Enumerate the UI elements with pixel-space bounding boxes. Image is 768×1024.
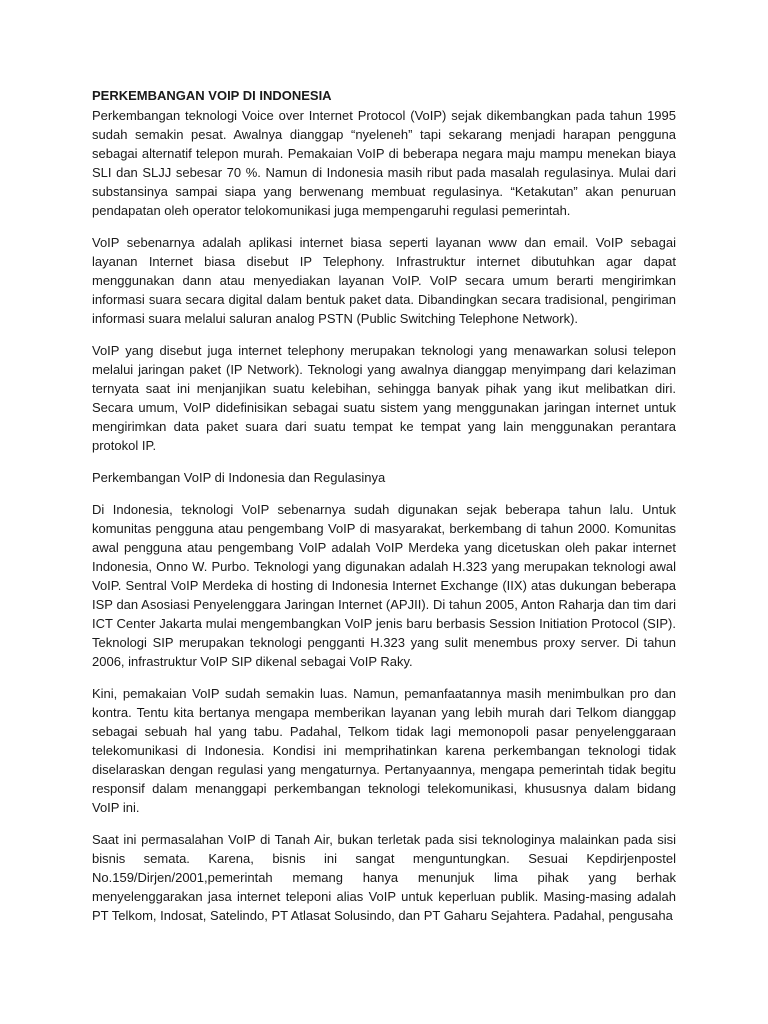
document-title: PERKEMBANGAN VOIP DI INDONESIA — [92, 88, 332, 103]
paragraph-2: VoIP sebenarnya adalah aplikasi internet biasa seperti layanan www dan email. VoIP sebagai layanan Internet biasa disebut IP Telephony. Infrastruktur internet dibutuhkan agar dapat menggunakan dann atau menyediakan layanan VoIP. VoIP secara umum berarti mengirimkan informasi suara secara digital dalam bentuk paket data. Dibandingkan secara tradisional, pengiriman informasi suara melalui saluran analog PSTN (Public Switching Telephone Network). — [92, 235, 676, 326]
paragraph-4: Di Indonesia, teknologi VoIP sebenarnya sudah digunakan sejak beberapa tahun lalu. Untuk komunitas pengguna atau pengembang VoIP di masyarakat, berkembang di tahun 2000. Komunitas awal pengguna atau pengembang VoIP adalah VoIP Merdeka yang dicetuskan oleh pakar internet Indonesia, Onno W. Purbo. Teknologi yang digunakan adalah H.323 yang merupakan teknologi awal VoIP. Sentral VoIP Merdeka di hosting di Indonesia Internet Exchange (IIX) atas dukungan beberapa ISP dan Asosiasi Penyelenggara Jaringan Internet (APJII). Di tahun 2005, Anton Raharja dan tim dari ICT Center Jakarta mulai mengembangkan VoIP jenis baru berbasis Session Initiation Protocol (SIP). Teknologi SIP merupakan teknologi pengganti H.323 yang sulit menembus proxy server. Di tahun 2006, infrastruktur VoIP SIP dikenal sebagai VoIP Raky. — [92, 502, 676, 669]
section-heading: Perkembangan VoIP di Indonesia dan Regulasinya — [92, 470, 386, 485]
paragraph-3: VoIP yang disebut juga internet telephony merupakan teknologi yang menawarkan solusi telepon melalui jaringan paket (IP Network). Teknologi yang awalnya dianggap menyimpang dari kelaziman ternyata saat ini menjanjikan suatu kelebihan, sehingga banyak pihak yang ikut melibatkan diri. Secara umum, VoIP didefinisikan sebagai suatu sistem yang menggunakan jaringan internet untuk mengirimkan data paket suara dari suatu tempat ke tempat yang lain menggunakan perantara protokol IP. — [92, 343, 676, 453]
paragraph-6: Saat ini permasalahan VoIP di Tanah Air, bukan terletak pada sisi teknologinya malainkan pada sisi bisnis semata. Karena, bisnis ini sangat menguntungkan. Sesuai Kepdirjenpostel No.159/Dirjen/2001,pemerintah memang hanya menunjuk lima pihak yang berhak menyelenggarakan jasa internet teleponi alias VoIP untuk keperluan publik. Masing-masing adalah PT Telkom, Indosat, Satelindo, PT Atlasat Solusindo, dan PT Gaharu Sejahtera. Padahal, pengusaha — [92, 832, 676, 923]
paragraph-5: Kini, pemakaian VoIP sudah semakin luas. Namun, pemanfaatannya masih menimbulkan pro dan kontra. Tentu kita bertanya mengapa memberikan layanan yang lebih murah dari Telkom dianggap sebagai sebuah hal yang tabu. Padahal, Telkom tidak lagi memonopoli pasar penyelenggaraan telekomunikasi di Indonesia. Kondisi ini memprihatinkan karena perkembangan teknologi tidak diselaraskan dengan regulasi yang mengaturnya. Pertanyaannya, mengapa pemerintah tidak begitu responsif dalam menanggapi perkembangan teknologi telekomunikasi, khususnya dalam bidang VoIP ini. — [92, 686, 676, 815]
paragraph-1: Perkembangan teknologi Voice over Internet Protocol (VoIP) sejak dikembangkan pada tahun 1995 sudah semakin pesat. Awalnya dianggap “nyeleneh” tapi sekarang menjadi harapan pengguna sebagai alternatif telepon murah. Pemakaian VoIP di beberapa negara maju mampu menekan biaya SLI dan SLJJ sebesar 70 %. Namun di Indonesia masih ribut pada masalah regulasinya. Mulai dari substansinya sampai siapa yang berwenang membuat regulasinya. “Ketakutan” akan penuruan pendapatan oleh operator telokomunikasi juga mempengaruhi regulasi pemerintah. — [92, 108, 676, 218]
